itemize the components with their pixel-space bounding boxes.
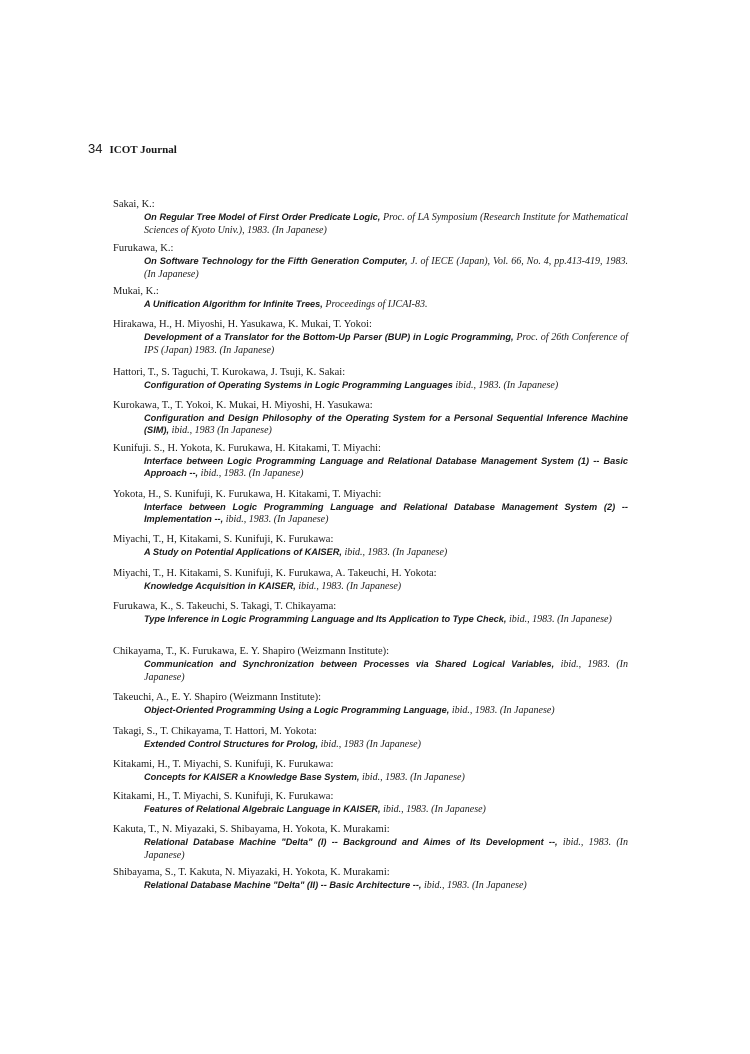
reference-source: ibid., 1983. (In Japanese) [362,772,465,783]
reference-citation [144,803,628,816]
reference-entry [113,646,628,684]
reference-source: ibid., 1983. (In Japanese) [451,705,555,716]
reference-source: J. of IECE (Japan), Vol. 66, No. 4, pp.413-419, 1983. (In Japanese) [144,256,629,280]
reference-authors: Kitakami, H., T. Miyachi, S. Kunifuji, K. Furukawa: [113,791,334,802]
reference-citation [144,879,628,892]
reference-source: ibid., 1983. (In Japanese) [383,804,486,815]
reference-source: ibid., 1983. (In Japanese) [144,837,628,861]
reference-citation [144,412,628,437]
reference-citation [144,836,628,862]
reference-citation [144,613,628,626]
page-header [88,141,177,157]
reference-source: ibid., 1983 (In Japanese) [171,425,272,436]
reference-title: On Regular Tree Model of First Order Predicate Logic, [144,212,381,222]
reference-citation [144,771,628,784]
reference-entry [113,867,628,892]
reference-citation [144,738,628,751]
reference-source: ibid., 1983. (In Japanese) [225,514,329,525]
reference-source: ibid., 1983. (In Japanese) [344,547,448,558]
reference-entry [113,199,628,237]
reference-entry [113,692,628,717]
reference-source: ibid., 1983. (In Japanese) [200,468,304,479]
reference-title: A Unification Algorithm for Infinite Trees, [144,299,323,309]
reference-authors: Kakuta, T., N. Miyazaki, S. Shibayama, H. Yokota, K. Murakami: [113,824,390,835]
reference-citation [144,580,628,593]
reference-entry [113,601,628,626]
reference-source: ibid., 1983 (In Japanese) [320,739,421,750]
reference-entry [113,726,628,751]
reference-title: Development of a Translator for the Bottom-Up Parser (BUP) in Logic Programming, [144,332,514,342]
reference-entry [113,286,628,311]
reference-title: Object-Oriented Programming Using a Logic Programming Language, [144,705,450,715]
reference-authors: Furukawa, K.: [113,243,174,254]
reference-citation [144,658,628,684]
reference-authors: Yokota, H., S. Kunifuji, K. Furukawa, H. Kitakami, T. Miyachi: [113,489,382,500]
reference-title: Interface between Logic Programming Language and Relational Database Management System (2) -- Implementation --, [144,502,628,524]
reference-title: On Software Technology for the Fifth Generation Computer, [144,256,408,266]
reference-authors: Hattori, T., S. Taguchi, T. Kurokawa, J. Tsuji, K. Sakai: [113,367,346,378]
reference-authors: Furukawa, K., S. Takeuchi, S. Takagi, T. Chikayama: [113,601,337,612]
reference-authors: Kitakami, H., T. Miyachi, S. Kunifuji, K. Furukawa: [113,759,334,770]
reference-title: Type Inference in Logic Programming Language and Its Application to Type Check, [144,614,507,624]
reference-citation [144,298,628,311]
reference-title: Configuration and Design Philosophy of the Operating System for a Personal Sequential Inference Machine (SIM), [144,413,628,435]
reference-citation [144,331,628,357]
reference-authors: Kunifuji. S., H. Yokota, K. Furukawa, H. Kitakami, T. Miyachi: [113,443,381,454]
reference-authors: Mukai, K.: [113,286,159,297]
reference-entry [113,319,628,357]
reference-citation [144,704,628,717]
reference-authors: Takagi, S., T. Chikayama, T. Hattori, M. Yokota: [113,726,317,737]
reference-title: Configuration of Operating Systems in Logic Programming Languages [144,380,453,390]
reference-title: Relational Database Machine "Delta" (II) -- Basic Architecture --, [144,880,422,890]
reference-title: A Study on Potential Applications of KAISER, [144,547,342,557]
reference-source: ibid., 1983. (In Japanese) [144,659,628,683]
reference-citation [144,379,628,392]
reference-title: Features of Relational Algebraic Language in KAISER, [144,804,381,814]
reference-source: ibid., 1983. (In Japanese) [298,581,402,592]
reference-title: Interface between Logic Programming Language and Relational Database Management System (1) -- Basic Approach --, [144,456,628,478]
reference-citation [144,455,628,480]
reference-authors: Takeuchi, A., E. Y. Shapiro (Weizmann Institute): [113,692,322,703]
reference-authors: Chikayama, T., K. Furukawa, E. Y. Shapiro (Weizmann Institute): [113,646,390,657]
reference-entry [113,489,628,526]
reference-citation [144,501,628,526]
reference-title: Communication and Synchronization between Processes via Shared Logical Variables, [144,659,555,669]
reference-source: ibid., 1983. (In Japanese) [424,880,527,891]
reference-source: Proc. of 26th Conference of IPS (Japan) 1983. (In Japanese) [144,332,628,356]
reference-entry [113,400,628,437]
reference-authors: Sakai, K.: [113,199,155,210]
page-number: 34 [88,141,103,156]
reference-entry [113,367,628,392]
reference-source: Proceedings of IJCAI-83. [325,299,428,310]
reference-entry [113,824,628,862]
reference-entry [113,534,628,559]
reference-title: Knowledge Acquisition in KAISER, [144,581,296,591]
reference-source: ibid., 1983. (In Japanese) [455,380,559,391]
reference-authors: Miyachi, T., H. Kitakami, S. Kunifuji, K. Furukawa, A. Takeuchi, H. Yokota: [113,568,437,579]
reference-entry [113,568,628,593]
reference-entry [113,443,628,480]
reference-entry [113,759,628,784]
reference-citation [144,546,628,559]
reference-authors: Shibayama, S., T. Kakuta, N. Miyazaki, H. Yokota, K. Murakami: [113,867,390,878]
reference-title: Concepts for KAISER a Knowledge Base System, [144,772,360,782]
reference-authors: Kurokawa, T., T. Yokoi, K. Mukai, H. Miyoshi, H. Yasukawa: [113,400,373,411]
reference-authors: Hirakawa, H., H. Miyoshi, H. Yasukawa, K. Mukai, T. Yokoi: [113,319,372,330]
reference-entry [113,243,628,281]
reference-authors: Miyachi, T., H, Kitakami, S. Kunifuji, K. Furukawa: [113,534,334,545]
reference-title: Relational Database Machine "Delta" (I) -- Background and Aimes of Its Development --, [144,837,558,847]
reference-source: ibid., 1983. (In Japanese) [509,614,612,625]
journal-title: ICOT Journal [109,144,177,156]
reference-source: Proc. of LA Symposium (Research Institute for Mathematical Sciences of Kyoto Univ.), 1983. (In Japanese) [144,212,629,236]
reference-title: Extended Control Structures for Prolog, [144,739,319,749]
reference-entry [113,791,628,816]
reference-citation [144,255,628,281]
reference-citation [144,211,628,237]
